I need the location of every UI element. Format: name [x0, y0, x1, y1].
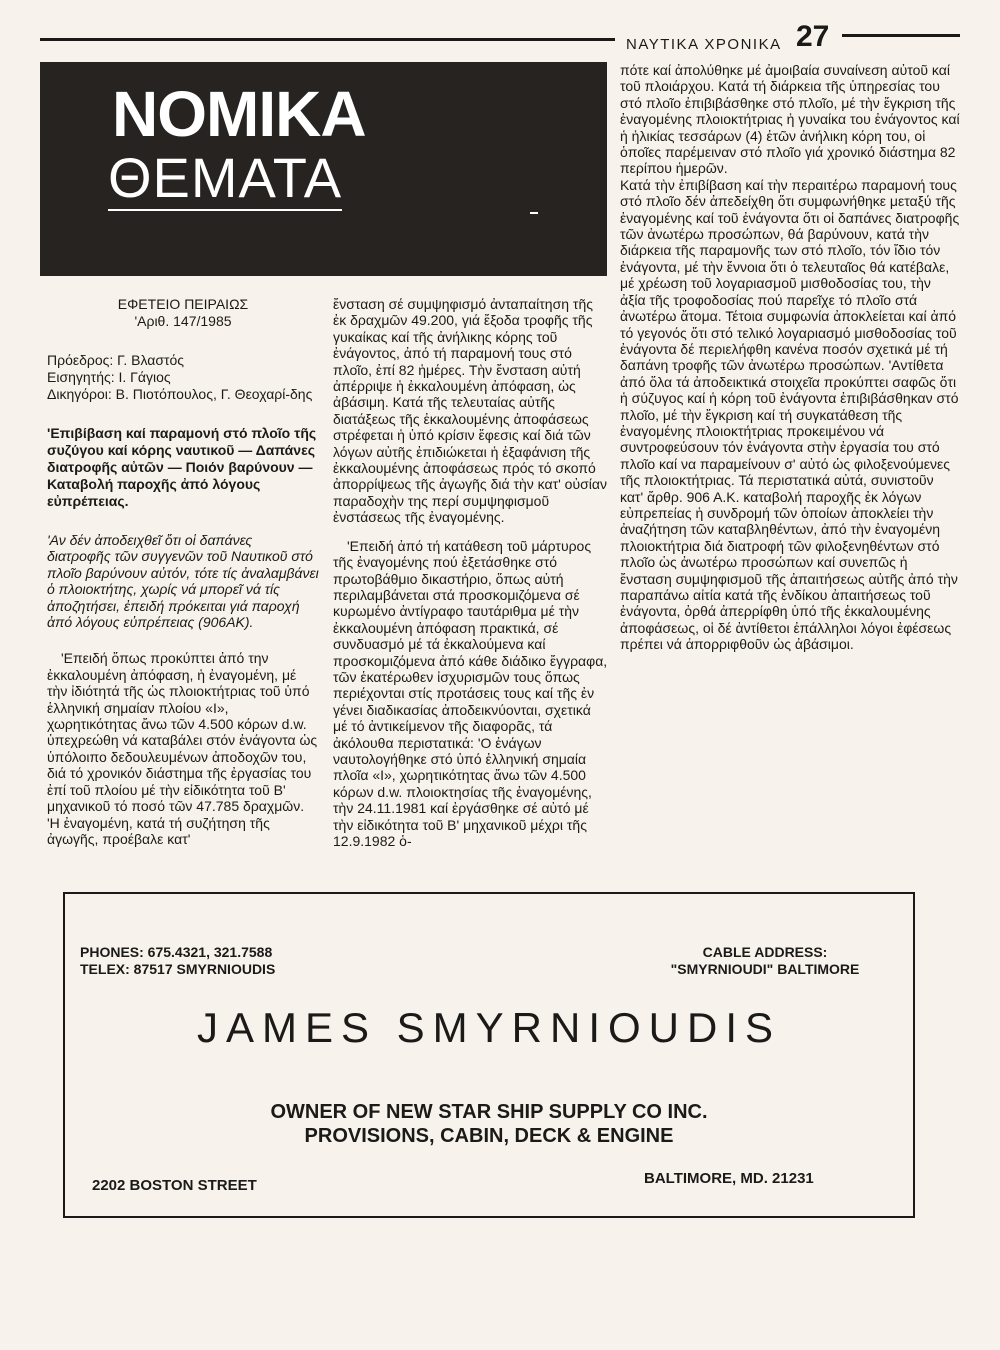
page-number: 27 [796, 20, 830, 53]
ad-contact [80, 944, 275, 978]
ad-owner: OWNER OF NEW STAR SHIP SUPPLY CO INC. [270, 1101, 708, 1123]
body-paragraph: πότε καί ἀπολύθηκε μέ ἀμοιβαία συναίνεση αὐτοῦ καί τοῦ πλοιάρχου. Κατά τή διάρκεια τῆς ὑπηρεσίας του στό πλοῖο ἐπιβιβάσθηκε στό πλοῖο, μέ τὴν ἔγκριση τῆς ἐναγομένης πλοιοκτήτριας ἡ γυναίκα του ἐνάγοντος καί ἡ ἡλικίας τεσσάρων (4) ἐτῶν ἀνήλικη κόρη του, οἱ ὁποῖες παρέμειναν στό πλοῖο γιά χρονικό διάστημα 82 περίπου ἡμερῶν. [620, 62, 960, 177]
article-column-3 [620, 62, 960, 653]
ad-owner-block [63, 1100, 915, 1148]
ad-cable-value: "SMYRNIOUDI" BALTIMORE [670, 961, 860, 977]
decision-number: 'Αριθ. 147/1985 [134, 313, 232, 329]
ad-cable [640, 944, 890, 978]
article-column-1 [47, 296, 319, 859]
header-rule-left [40, 38, 615, 41]
ad-street: 2202 BOSTON STREET [92, 1177, 257, 1194]
title-dash [530, 212, 538, 214]
court-heading [47, 296, 319, 330]
body-paragraph: 'Επειδή ὅπως προκύπτει ἀπό την ἐκκαλουμένη ἀπόφαση, ἡ ἐναγομένη, μέ τὴν ἰδιότητά τῆς ὡς πλοιοκτήτριας τοῦ ὑπό ἑλληνική σημαίαν πλοίου «Ι», χωρητικότητας ἄνω τῶν 4.500 κόρων d.w. ὑπεχρεώθη νά καταβάλει στόν ἐνάγοντα ὡς ὑπόλοιπο δεδουλευμένων ἀποδοχῶν του, διά τό χρονικόν διάστημα τῆς ἐργασίας του ἐπί τοῦ πλοίου μέ τὴν εἰδικότητα τοῦ Β' μηχανικοῦ τό ποσό τῶν 47.785 δραχμῶν. 'Η ἐναγομένη, κατά τή συζήτηση τῆς ἀγωγῆς, προέβαλε κατ' [47, 650, 318, 847]
ad-company-name: JAMES SMYRNIOUDIS [196, 1004, 782, 1051]
header-rule-right [842, 34, 960, 37]
ad-services: PROVISIONS, CABIN, DECK & ENGINE [304, 1125, 674, 1147]
section-title-line2 [108, 146, 343, 209]
case-metadata [47, 352, 319, 403]
president: Πρόεδρος: Γ. Βλαστός [47, 352, 185, 368]
body-paragraph: 'Επειδή ἀπό τή κατάθεση τοῦ μάρτυρος τῆς ἐναγομένης πού ἐξετάσθηκε στό πρωτοβάθμιο δικαστήριο, ὅπως αὐτή περιλαμβάνεται στά προσκομιζόμενα σέ κυρωμένο ἀντίγραφο ταυτάριθμα μέ τὴν ἐκκαλουμένη ἀπόφαση πρακτικά, σέ συνδυασμό μέ τά ἐκκαλούμενα καί προσκομιζόμενα ἀπό κάθε διάδικο ἔγγραφα, τῶν ἑκατέρωθεν ἰσχυρισμῶν τους ὅπως περιέχονται στίς προτάσεις τους καί τῆς ἐν γένει διαδικασίας ἀποδεικνύονται, σχετικά μέ τό ἀντικείμενον τῆς διαφορᾶς, τά ἀκόλουθα περιστατικά: 'Ο ἐνάγων ναυτολογήθηκε στό ὑπό ἑλληνική σημαία πλοῖα «Ι», χωρητικότητας ἄνω τῶν 4.500 κόρων d.w. πλοιοκτησίας τῆς ἐναγομένης, τὴν 24.11.1981 καί ἐργάσθηκε σέ αὐτό μέ τὴν εἰδικότητα τοῦ Β' μηχανικοῦ μέχρι τῆς 12.9.1982 ὁ- [333, 537, 608, 849]
case-summary: 'Επιβίβαση καί παραμονή στό πλοῖο τῆς συζύγου καί κόρης ναυτικοῦ — Δαπάνες διατροφῆς αὐτῶν — Ποιόν βαρύνουν — Καταβολή παροχῆς ἀπό λόγους εὐπρέπειας. [47, 425, 317, 509]
court-name: ΕΦΕΤΕΙΟ ΠΕΙΡΑΙΩΣ [117, 296, 249, 312]
section-title-line1: ΝΟΜΙΚΑ [112, 78, 366, 150]
rapporteur: Εισηγητής: Ι. Γάγιος [47, 369, 171, 385]
lawyers: Δικηγόροι: Β. Πιοτόπουλος, Γ. Θεοχαρί-δης [47, 386, 313, 402]
body-paragraph: Κατά τὴν ἐπιβίβαση καί τὴν περαιτέρω παραμονή τους στό πλοῖο δέν ἀπεδείχθη ὅτι συμφωνήθηκε μεταξύ τῆς ἐναγομένης καί τοῦ ἐνάγοντα ὅτι οἱ δαπάνες διατροφῆς τῶν ἀνωτέρω προσώπων, θά βαρύνουν, κατά τὴν διάρκεια τῆς παραμονῆς των στό πλοῖο, τόν ἴδιο τόν ἐνάγοντα, μέ τὴν ἔννοια ὅτι ὁ τελευταῖος θά κατέβαλε, μέ χρέωση τοῦ λογαριασμοῦ μισθοδοσίας του, τὴν ἀξία τῆς τροφοδοσίας πού παρεῖχε τό πλοῖο στά ἀνωτέρω ἄτομα. Τέτοια συμφωνία ἀποκλείεται καί ἀπό τό γεγονός ὅτι στό τελικό λογαριασμό μισθοδοσίας τοῦ ἐνάγοντα δέ περιελήφθη κανένα ποσόν σχετικά μέ τή δαπάνη τροφῆς τῶν ἀνωτέρω προσώπων. 'Αντίθετα ἀπό ὅλα τά ἀποδεικτικά στοιχεῖα προκύπτει σαφῶς ὅτι ἡ σύζυγος καί ἡ κόρη τοῦ ἐνάγοντα ἐπιβιβάσθηκαν στό πλοῖο, μέ τὴν ἔγκριση καί τή συγκατάθεση τῆς ἐναγομένης πλοιοκτήτριας προκειμένου νά συντροφεύσουν τόν ἐνάγοντα στὴν ἐργασία του στό πλοῖο καί να παραμείνουν σ' αὐτό ὡς φιλοξενούμενες τῆς πλοιοκτήτριας. Τά περιστατικά αὐτά, συνιστοῦν κατ' ἄρθρ. 906 Α.Κ. καταβολή παροχῆς ἐκ λόγων εὐπρεπείας ἡ συνδρομή τῶν ὁποίων ἀποκλείει τὴν ἀναζήτηση τῶν καταβληθέντων, ἀπό τὴν ἐναγομένη πλοιοκτήτρια διά διατροφή τῶν φιλοξενηθέντων στό πλοῖο ὡς ἀνωτέρω προσώπων καί συνεπῶς ἡ ἔνσταση συμψηφισμοῦ τῆς ἀπαιτήσεως αὐτῆς ἀπό τὴν παραπάνω αἰτία κατά τῆς ἐνδίκου ἀπαιτήσεως τοῦ ἐνάγοντα, ὀρθά ἀπερρίφθη ὑπό τῆς ἐκκαλουμένης ἀποφάσεως, οἱ δέ ἀντίθετοι ἐπάλληλοι λόγοι ἐφέσεως πρέπει νά ἀπορριφθοῦν ὡς ἀβάσιμοι. [620, 176, 960, 653]
ad-phones: PHONES: 675.4321, 321.7588 [80, 944, 273, 960]
headnote: 'Αν δέν ἀποδειχθεῖ ὅτι οἱ δαπάνες διατροφῆς τῶν συγγενῶν τοῦ Ναυτικοῦ στό πλοῖο βαρύνουν αὐτόν, τότε τίς ἀναλαμβάνει ὁ πλοιοκτήτης, χωρίς νά μπορεῖ νά τίς ἀποζητήσει, ἐπειδή πρόκειται γιά παροχή ἀπό λόγους εὐπρέπειας (906ΑΚ). [47, 532, 319, 631]
section-title-text: ΘΕΜΑΤΑ [108, 146, 343, 209]
ad-city: BALTIMORE, MD. 21231 [644, 1170, 814, 1187]
article-column-2 [333, 296, 608, 861]
ad-cable-label: CABLE ADDRESS: [702, 944, 828, 960]
body-paragraph: ἔνσταση σέ συμψηφισμό ἀνταπαίτηση τῆς ἐκ δραχμῶν 49.200, γιά ἔξοδα τροφῆς τῆς γυκαίκας καί τῆς ἀνήλικης κόρης τοῦ ἐνάγοντος, ἀπό τή παραμονή τους στό πλοῖο, ἐπί 82 ἡμέρες. Τὴν ἔνσταση αὐτή ἀπέρριψε ἡ ἐκκαλουμένη ἀπόφαση, ὡς ἀβάσιμη. Κατά τῆς τελευταίας αὐτῆς διατάξεως τῆς ἐκκαλουμένης ἀποφάσεως στρέφεται ἡ ὑπό κρίσιν ἔφεσις καί διά τῶν λόγων αὐτῆς ἐπιδιώκεται ἡ ἐξαφάνιση τῆς ἐκκαλουμένης ἀποφάσεως πρός τό σκοπό ἀπορρίψεως τῆς ἀγωγῆς διά τὴν κατ' οὐσίαν παραδοχὴν της περί συμψηφισμοῦ ἐνστάσεως τῆς ἐναγομένης. [333, 296, 607, 526]
ad-telex: TELEX: 87517 SMYRNIOUDIS [80, 961, 276, 977]
magazine-name: ΝΑΥΤΙΚΑ ΧΡΟΝΙΚΑ [626, 36, 782, 53]
